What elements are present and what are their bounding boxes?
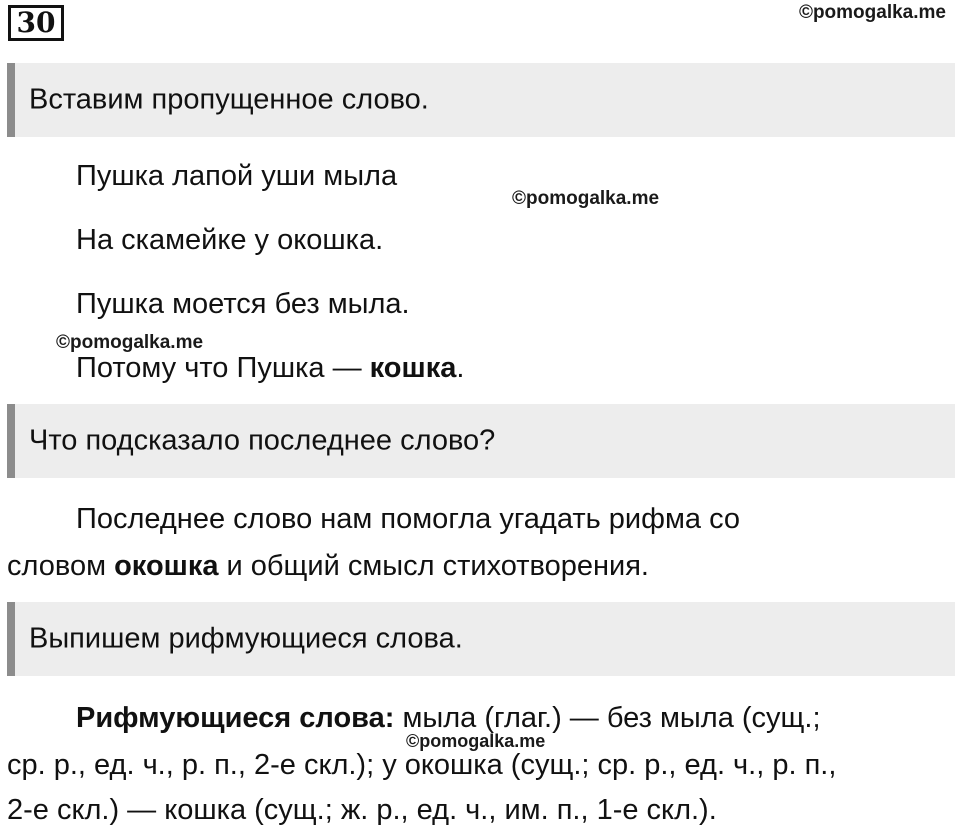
- poem-line-1: Пушка лапой уши мыла: [76, 160, 398, 192]
- poem-line-4: [76, 350, 464, 386]
- watermark-left: ©pomogalka.me: [56, 332, 204, 353]
- watermark-bottom: ©pomogalka.me: [406, 731, 546, 751]
- answer-line-2-start: словом: [7, 550, 115, 582]
- rhymes-label: Рифмующиеся слова:: [76, 702, 395, 734]
- rhymes-line-1-rest: мыла (глаг.) — без мыла (сущ.;: [394, 702, 821, 734]
- section-heading-3: [7, 602, 955, 676]
- poem-line-4-start: Потому что Пушка —: [76, 352, 370, 384]
- rhymes-line-3: 2-е скл.) — кошка (сущ.; ж. р., ед. ч., им. п., 1-е скл.).: [7, 794, 717, 826]
- answer-line-2: [7, 548, 649, 584]
- poem-line-4-end: .: [456, 352, 465, 384]
- answer-line-1: Последнее слово нам помогла угадать рифма со: [76, 503, 741, 535]
- poem-line-3: Пушка моется без мыла.: [76, 288, 410, 320]
- poem-line-2: На скамейке у окошка.: [76, 224, 384, 256]
- poem-line-4-bold: кошка: [369, 352, 457, 384]
- section-heading-2: [7, 404, 955, 478]
- answer-line-2-bold: окошка: [114, 550, 219, 582]
- section-heading-3-text: Выпишем рифмующиеся слова.: [29, 622, 463, 655]
- watermark-middle: ©pomogalka.me: [512, 188, 660, 209]
- section-heading-1: [7, 63, 955, 137]
- watermark-top: ©pomogalka.me: [798, 2, 946, 23]
- answer-line-2-end: и общий смысл стихотворения.: [218, 550, 649, 582]
- section-heading-1-text: Вставим пропущенное слово.: [29, 83, 429, 116]
- task-number: 30: [8, 5, 64, 41]
- rhymes-line-2: ср. р., ед. ч., р. п., 2-е скл.); у окошка (сущ.; ср. р., ед. ч., р. п.,: [7, 749, 837, 781]
- section-heading-2-text: Что подсказало последнее слово?: [29, 424, 496, 457]
